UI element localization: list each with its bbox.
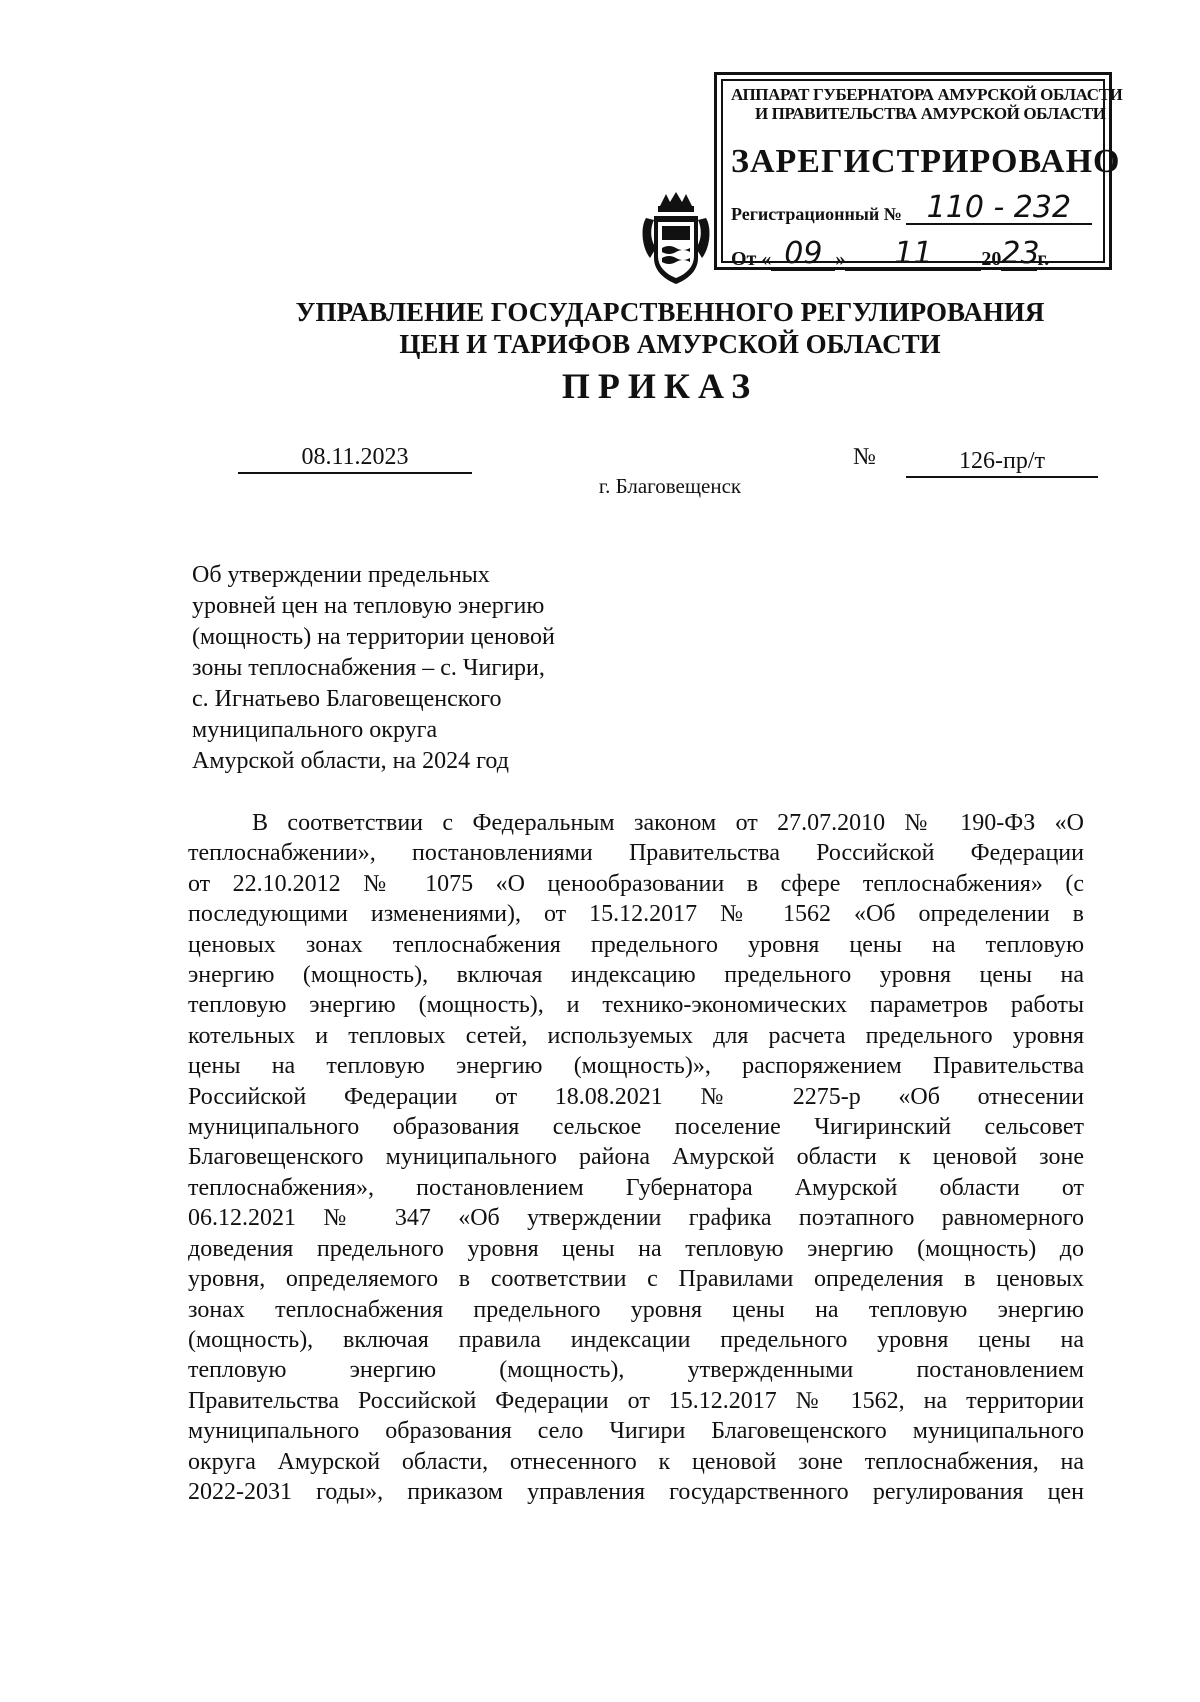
stamp-title: ЗАРЕГИСТРИРОВАНО	[731, 143, 1121, 180]
body-line: котельных и тепловых сетей, используемых для расчета предельного уровня	[188, 1022, 1084, 1049]
body-line: муниципального образования село Чигири Благовещенского муниципального	[188, 1418, 1084, 1445]
stamp-org-line-2: И ПРАВИТЕЛЬСТВА АМУРСКОЙ ОБЛАСТИ	[755, 104, 1106, 123]
registration-stamp	[714, 72, 1123, 271]
subject-line: Амурской области, на 2024 год	[192, 748, 509, 774]
subject-line: с. Игнатьево Благовещенского	[192, 686, 502, 712]
order-date: 08.11.2023	[238, 442, 472, 474]
stamp-date-month: 11	[845, 239, 981, 271]
agency-name-line-2: ЦЕН И ТАРИФОВ АМУРСКОЙ ОБЛАСТИ	[399, 329, 941, 359]
body-line: муниципального образования сельское поселение Чигиринский сельсовет	[188, 1114, 1084, 1141]
body-line: ценовых зонах теплоснабжения предельного уровня цены на тепловую	[188, 931, 1084, 958]
stamp-year-prefix: 20	[981, 248, 1002, 270]
body-line: уровня, определяемого в соответствии с Правилами определения в ценовых	[188, 1266, 1084, 1293]
stamp-date-mid: »	[835, 248, 846, 270]
coat-of-arms-icon	[636, 188, 716, 288]
order-body	[188, 808, 1084, 1507]
subject-line: муниципального округа	[192, 717, 438, 743]
body-line: доведения предельного уровня цены на тепловую энергию (мощность) до	[188, 1235, 1084, 1262]
body-line: зонах теплоснабжения предельного уровня цены на тепловую энергию	[188, 1296, 1084, 1323]
body-line: Правительства Российской Федерации от 15.12.2017 № 1562, на территории	[188, 1387, 1084, 1414]
body-line: последующими изменениями), от 15.12.2017 № 1562 «Об определении в	[188, 901, 1084, 928]
body-line: цены на тепловую энергию (мощность)», распоряжением Правительства	[188, 1053, 1084, 1080]
body-line: Российской Федерации от 18.08.2021 № 2275-р «Об отнесении	[188, 1083, 1084, 1110]
stamp-date-day: 09	[771, 239, 835, 271]
subject-line: (мощность) на территории ценовой	[192, 624, 555, 650]
body-line: В соответствии с Федеральным законом от 27.07.2010 № 190-ФЗ «О	[252, 810, 1084, 836]
body-line: Благовещенского муниципального района Амурской области к ценовой зоне	[188, 1144, 1084, 1171]
body-line: (мощность), включая правила индексации предельного уровня цены на	[188, 1326, 1084, 1353]
order-number: 126-пр/т	[906, 446, 1098, 478]
agency-name-line-1: УПРАВЛЕНИЕ ГОСУДАРСТВЕННОГО РЕГУЛИРОВАНИЯ	[295, 297, 1045, 327]
body-line: 2022-2031 годы», приказом управления государственного регулирования цен	[188, 1478, 1084, 1505]
subject-line: зоны теплоснабжения – с. Чигири,	[192, 655, 545, 681]
order-city: г. Благовещенск	[598, 474, 742, 498]
body-line: энергию (мощность), включая индексацию предельного уровня цены на	[188, 962, 1084, 989]
stamp-reg-number: 110 - 232	[906, 193, 1092, 225]
order-subject	[192, 560, 632, 777]
stamp-year-suffix: 23	[1001, 236, 1040, 271]
body-line: округа Амурской области, отнесенного к ценовой зоне теплоснабжения, на	[188, 1448, 1084, 1475]
stamp-registration-row	[731, 190, 1097, 225]
body-line: тепловую энергию (мощность), утвержденными постановлением	[188, 1357, 1084, 1384]
stamp-reg-label: Регистрационный №	[731, 204, 902, 224]
stamp-date-row	[731, 236, 1097, 271]
stamp-org-line-1: АППАРАТ ГУБЕРНАТОРА АМУРСКОЙ ОБЛАСТИ	[731, 85, 1123, 104]
subject-line: Об утверждении предельных	[192, 562, 490, 588]
stamp-year-mark: г.	[1037, 248, 1050, 270]
body-line: тепловую энергию (мощность), и технико-экономических параметров работы	[188, 992, 1084, 1019]
stamp-date-prefix: От «	[731, 248, 772, 270]
document-type-title: ПРИКАЗ	[561, 366, 759, 406]
body-line: теплоснабжения», постановлением Губернатора Амурской области от	[188, 1174, 1084, 1201]
body-line: 06.12.2021 № 347 «Об утверждении графика поэтапного равномерного	[188, 1205, 1084, 1232]
subject-line: уровней цен на тепловую энергию	[192, 593, 545, 619]
body-line: теплоснабжении», постановлениями Правительства Российской Федерации	[188, 840, 1084, 867]
order-number-sign: №	[853, 444, 876, 470]
body-line: от 22.10.2012 № 1075 «О ценообразовании в сфере теплоснабжения» (с	[188, 870, 1084, 897]
